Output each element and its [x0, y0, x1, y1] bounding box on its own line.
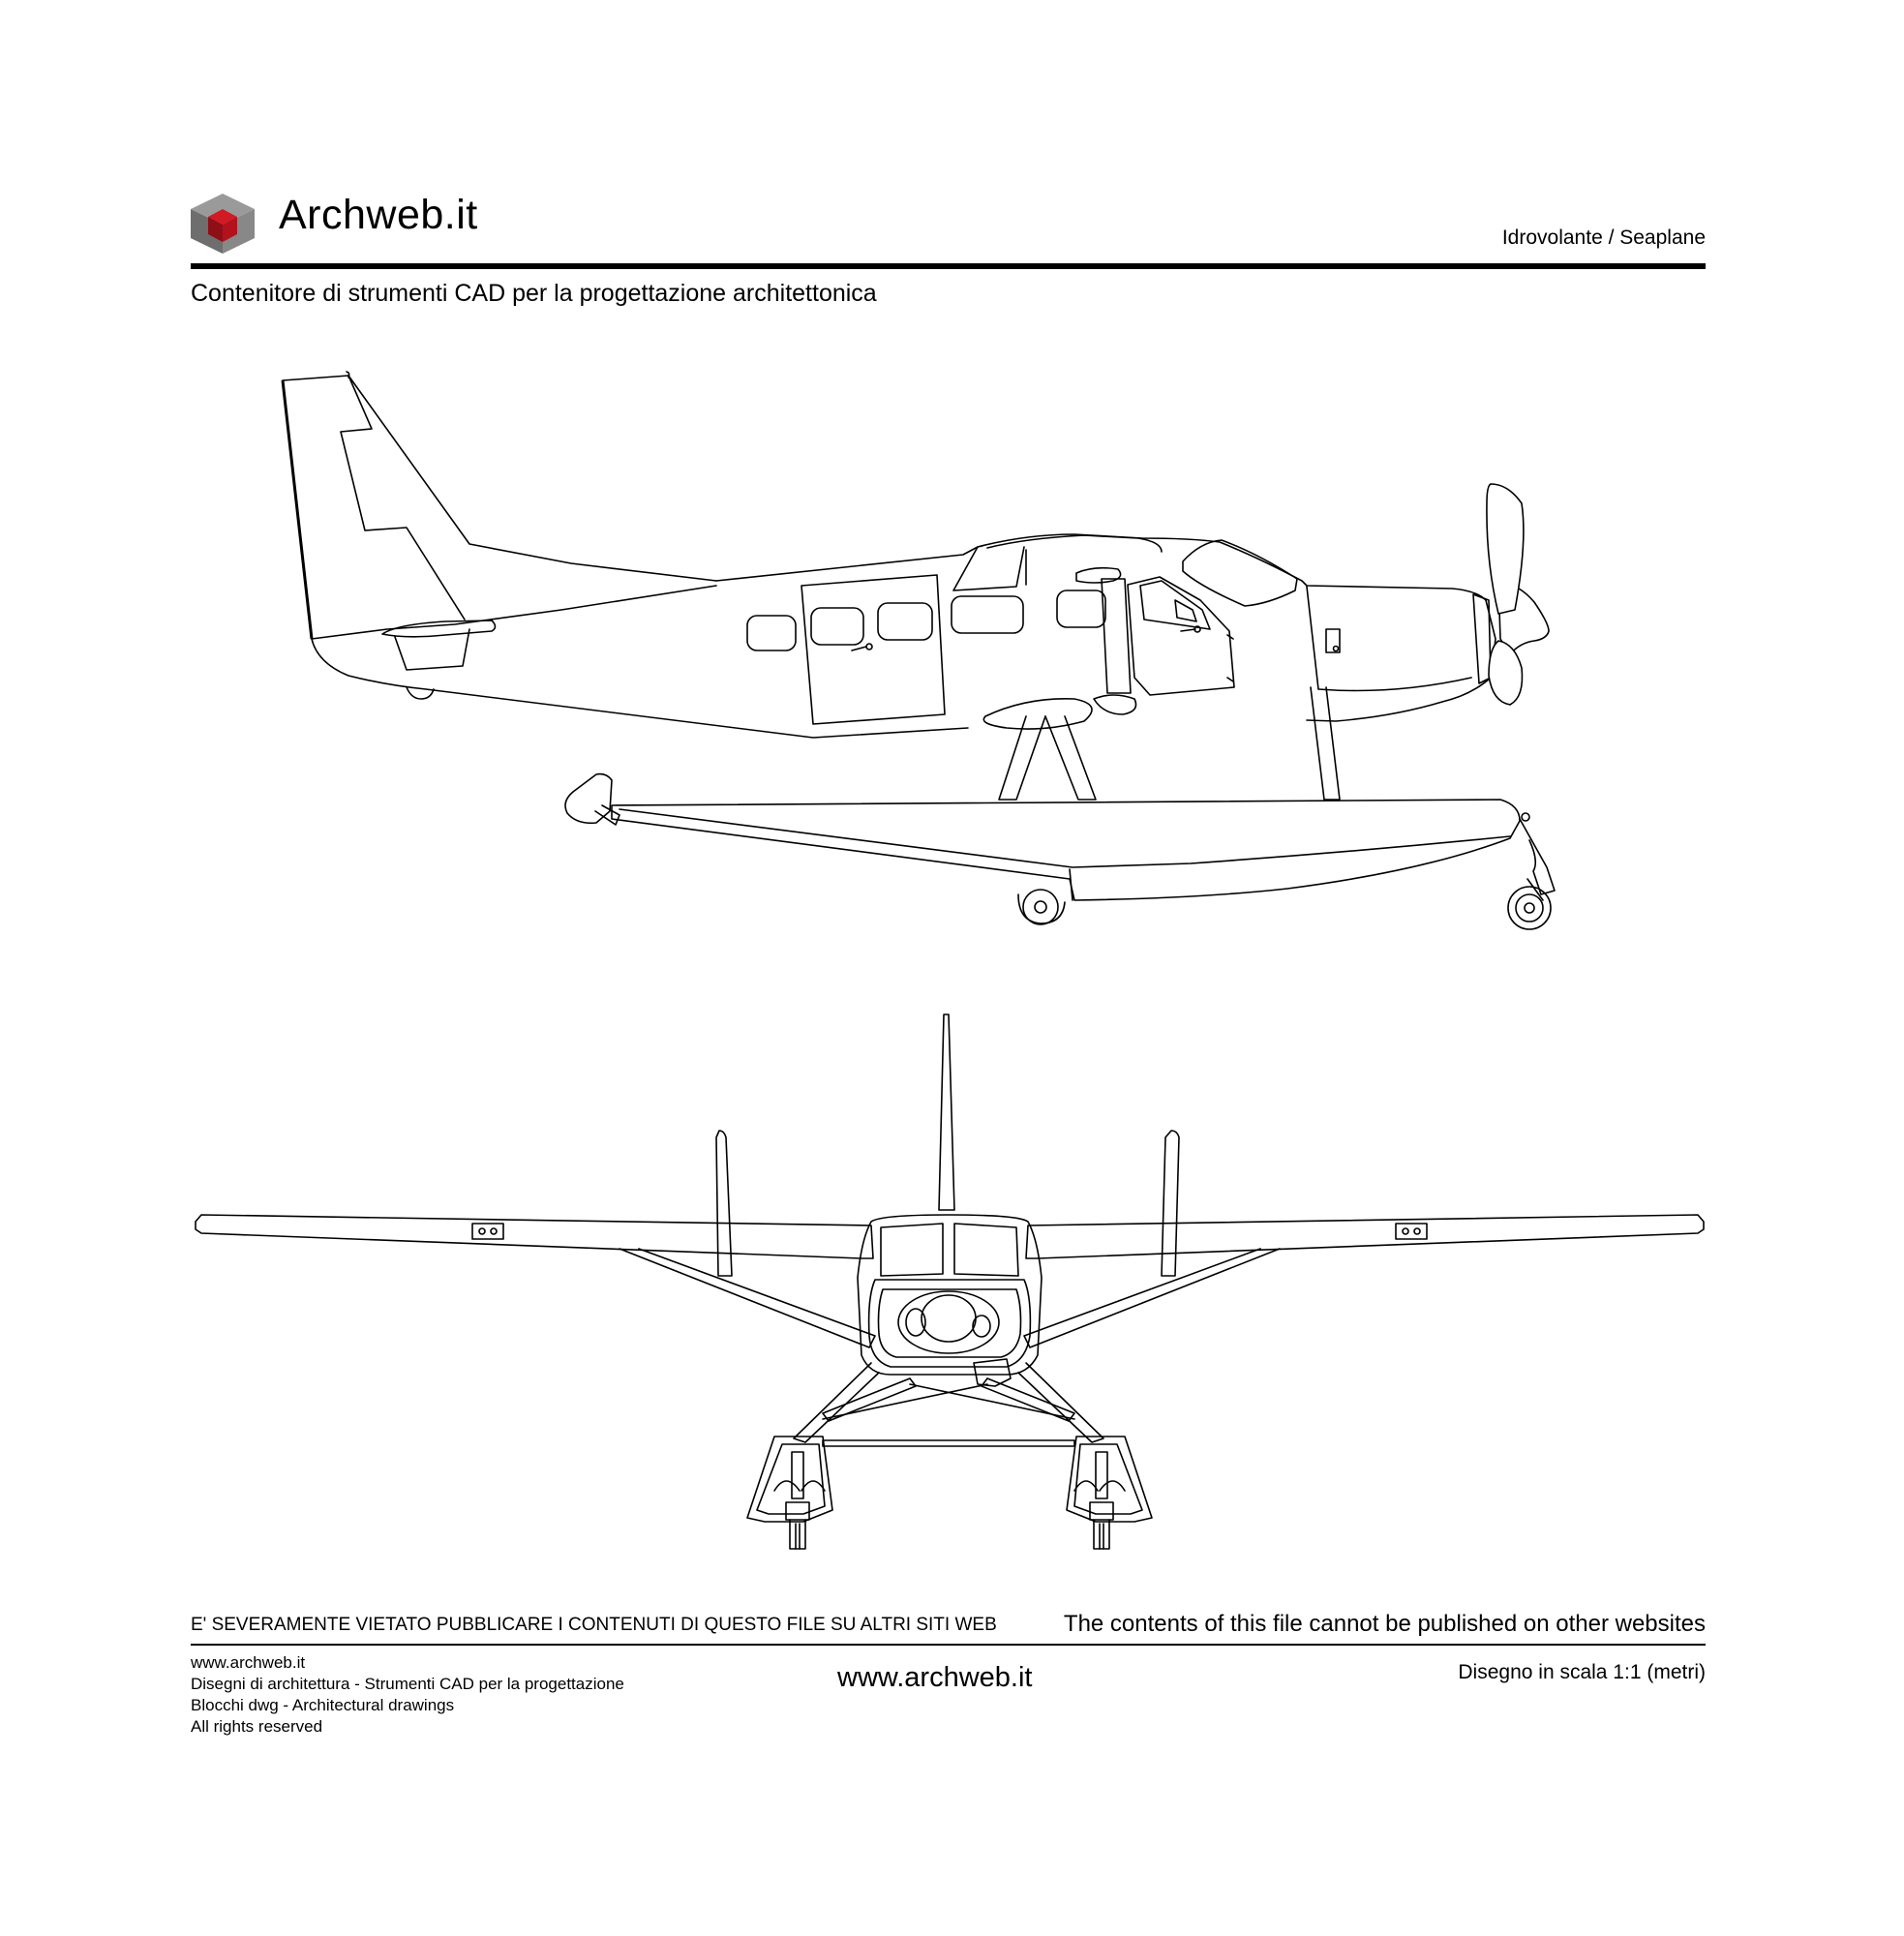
- footer-line-blocks: Blocchi dwg - Architectural drawings: [191, 1696, 455, 1714]
- footer-line-drawings: Disegni di architettura - Strumenti CAD per la progettazione: [191, 1675, 624, 1693]
- side-tail-fin: [283, 376, 716, 581]
- drawing-scale: Disegno in scala 1:1 (metri): [1458, 1661, 1706, 1683]
- footer-info: [191, 1652, 624, 1738]
- side-nose-wheel: [1508, 887, 1551, 929]
- front-left-wing: [196, 1215, 873, 1258]
- side-engine-cowling: [1307, 587, 1471, 691]
- notice-italian: E' SEVERAMENTE VIETATO PUBBLICARE I CONTENUTI DI QUESTO FILE SU ALTRI SITI WEB: [191, 1615, 997, 1635]
- front-right-wing: [1026, 1215, 1704, 1258]
- front-view: [196, 1014, 1704, 1549]
- brand-name: Archweb.it: [279, 192, 478, 238]
- tagline: Contenitore di strumenti CAD per la progettazione architettonica: [191, 280, 877, 307]
- notice-english: The contents of this file cannot be published on other websites: [1063, 1611, 1706, 1637]
- footer-line-rights: All rights reserved: [191, 1717, 323, 1736]
- side-fuselage: [716, 534, 1496, 721]
- drawing-category: Idrovolante / Seaplane: [1501, 227, 1706, 249]
- footer-url: www.archweb.it: [837, 1662, 1033, 1693]
- side-float: [612, 800, 1520, 900]
- side-view: [283, 372, 1555, 929]
- side-wing-strut: [1102, 579, 1131, 693]
- side-cargo-door: [801, 575, 945, 724]
- footer-rule: [191, 1644, 1706, 1646]
- footer-line-website: www.archweb.it: [191, 1653, 306, 1672]
- front-tail-fin: [939, 1014, 954, 1210]
